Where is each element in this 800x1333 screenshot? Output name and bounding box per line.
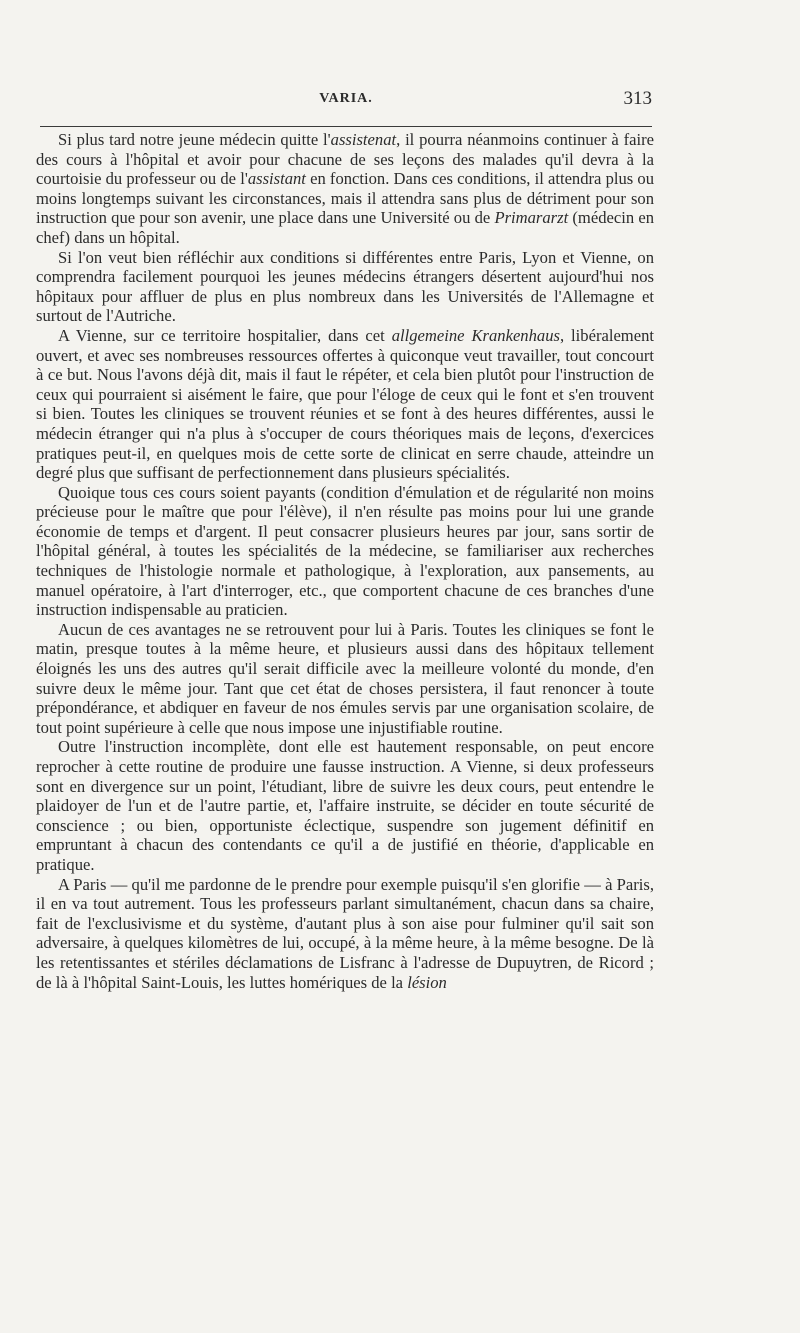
paragraph-2: Si l'on veut bien réfléchir aux conditions si différentes entre Paris, Lyon et Vienne, on comprendra facilement pourquoi les jeunes médecins étrangers désertent aujourd'hui nos hôpitaux pour affluer de plus en plus nombreux dans les Universités de l'Allemagne et surtout de l'Autriche. <box>36 247 654 326</box>
header-rule <box>40 126 652 127</box>
italic-term: lésion <box>407 972 447 992</box>
paragraph-4: Quoique tous ces cours soient payants (condition d'émulation et de régularité non moins précieuse pour le maître que pour l'élève), il n'en résulte pas moins pour lui une grande économie de temps et d'argent. Il peut consacrer plusieurs heures par jour, sans sortir de l'hôpital général, à toutes les spécialités de la médecine, se familiariser aux recherches techniques de l'histologie normale et pathologique, à l'exploration, aux pansements, au manuel opératoire, à l'art d'interroger, etc., que comportent chacune de ces branches d'une instruction indispensable au praticien. <box>36 482 654 620</box>
italic-term: Primararzt <box>494 208 569 228</box>
text-span: A Paris — qu'il me pardonne de le prendre pour exemple puisqu'il s'en glorifie — à Paris, il en va tout autrement. Tous les professeurs parlant simultanément, chacun dans sa chaire, fait de l'exclusivisme et du système, d'autant plus à son aise pour fulminer qu'il sait son adversaire, à quelques kilomètres de lui, occupé, à la même heure, à la même besogne. De là les retentissantes et stériles déclamations de Lisfranc à l'adresse de Dupuytren, de Ricord ; de là à l'hôpital Saint-Louis, les luttes homériques de la <box>36 874 654 992</box>
paragraph-1 <box>36 130 654 248</box>
text-span: , il pourra néanmoins continuer à faire des cours à l'hôpital et avoir pour chacune de ses leçons des malades qu'il devra à la courtoisie du professeur ou de l' <box>36 130 654 189</box>
text-span: A Vienne, sur ce territoire hospitalier, dans cet <box>58 325 392 345</box>
paragraph-3 <box>36 326 654 483</box>
paragraph-6: Outre l'instruction incomplète, dont elle est hautement responsable, on peut encore reprocher à cette routine de produire une fausse instruction. A Vienne, si deux professeurs sont en divergence sur un point, l'étudiant, libre de suivre les deux cours, peut entendre le plaidoyer de l'un et de l'autre partie, et, l'affaire instruite, se décider en toute sécurité de conscience ; ou bien, opportuniste éclectique, suspendre son jugement définitif en empruntant à chacun des contendants ce qu'il a de justifié en théorie, d'applicable en pratique. <box>36 737 654 874</box>
italic-term: assistant <box>247 169 306 189</box>
paragraph-7 <box>36 875 654 993</box>
body-text <box>36 130 654 992</box>
paragraph-5: Aucun de ces avantages ne se retrouvent pour lui à Paris. Toutes les cliniques se font le matin, presque toutes à la même heure, et plusieurs aussi dans des hôpitaux tellement éloignés les uns des autres qu'il serait difficile avec la meilleure volonté du monde, d'en suivre deux le même jour. Tant que cet état de choses persistera, il faut renoncer à toute prépondérance, et abdiquer en faveur de nos émules servis par une organisation scolaire, de tout point supérieure à celle que nous impose une injustifiable routine. <box>36 619 654 737</box>
page-number: 313 <box>623 88 652 109</box>
italic-term: assistenat <box>330 130 397 149</box>
running-head: VARIA. <box>319 91 373 106</box>
text-span: (médecin en chef) dans un hôpital. <box>36 208 654 247</box>
text-span: en fonction. Dans ces conditions, il attendra plus ou moins longtemps suivant les circonstances, mais il attendra sans plus de détriment pour son instruction que pour son avenir, une place dans une Université ou de <box>36 169 655 228</box>
text-span: Si plus tard notre jeune médecin quitte l' <box>58 130 331 149</box>
text-span: , libéralement ouvert, et avec ses nombreuses ressources offertes à quiconque veut travailler, tout concourt à ce but. Nous l'avons déjà dit, mais il faut le répéter, et cela bien plutôt pour l'instruction de ceux qui pourraient si aisément le faire, que pour l'éloge de ceux qui le font et s'en trouvent si bien. Toutes les cliniques se trouvent réunies et se font à des heures différentes, aussi le médecin étranger qui n'a plus à s'occuper de cours théoriques mais de leçons, d'exercices pratiques peut-il, en quelques mois de cette sorte de clinicat en serre chaude, atteindre un degré plus que suffisant de perfectionnement dans plusieurs spécialités. <box>36 325 654 483</box>
page-header <box>40 88 652 114</box>
italic-term: allgemeine Krankenhaus <box>391 325 560 345</box>
